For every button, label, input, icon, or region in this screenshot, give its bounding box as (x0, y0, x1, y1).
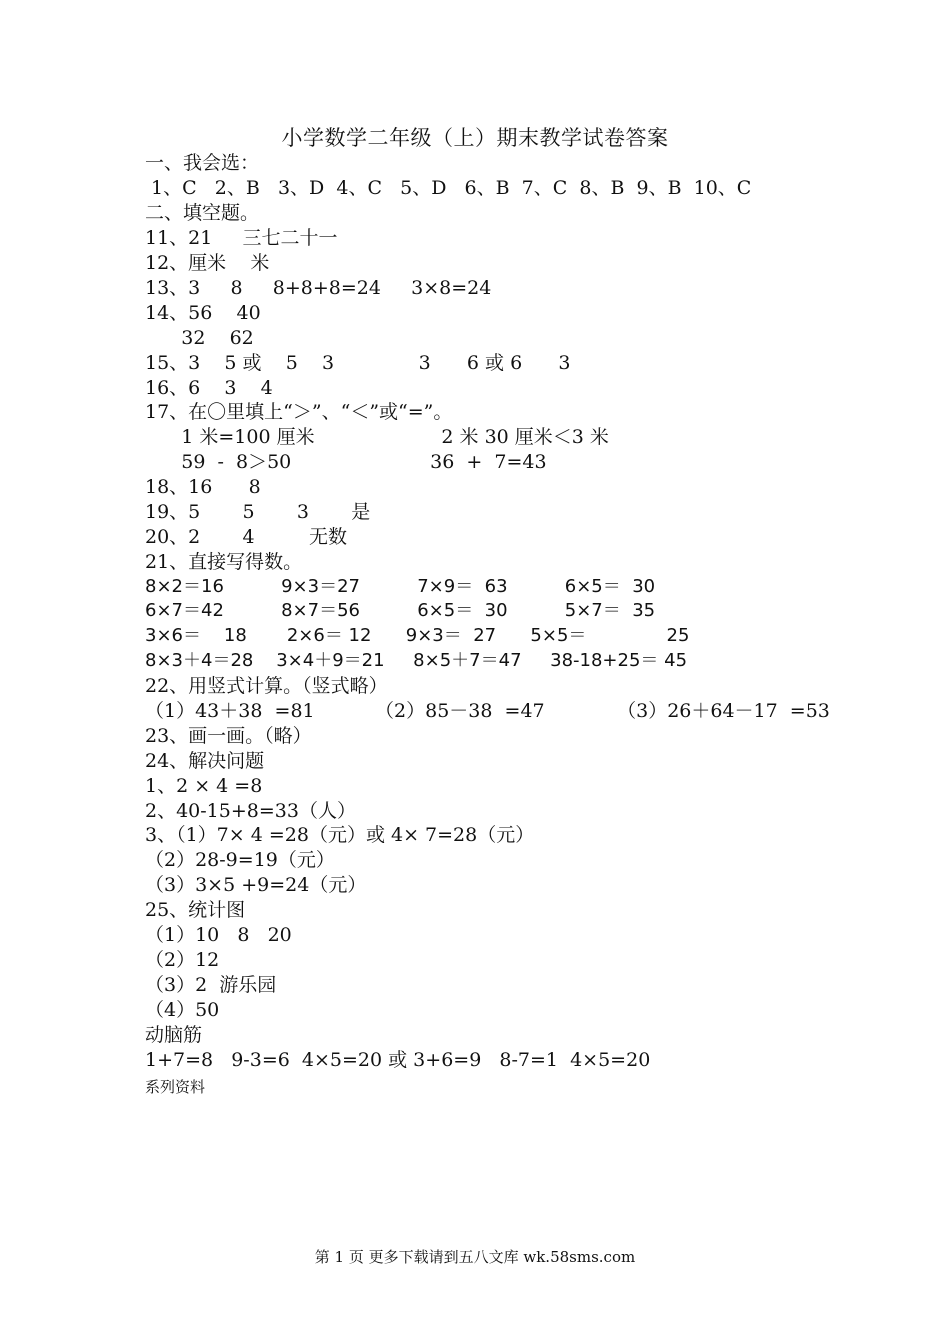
answer-line: 15、3 5 或 5 3 3 6 或 6 3 (145, 352, 571, 374)
calc-row: 8×2＝16 9×3＝27 7×9＝ 63 6×5＝ 30 (145, 576, 656, 597)
answer-line: 20、2 4 无数 (145, 526, 347, 548)
answer-line: 14、56 40 (145, 302, 261, 324)
answer-line: 17、在〇里填上“＞”、“＜”或“=”。 (145, 401, 453, 423)
section-heading-brain: 动脑筋 (145, 1024, 203, 1046)
series-note: 系列资料 (145, 1078, 206, 1096)
section-heading-21: 21、直接写得数。 (145, 551, 303, 573)
answer-line: 59 - 8＞50 36 + 7=43 (145, 451, 547, 473)
answer-line: 1、C 2、B 3、D 4、C 5、D 6、B 7、C 8、B 9、B 10、C (145, 177, 752, 199)
answer-line: 18、16 8 (145, 476, 261, 498)
calc-row: 3×6＝ 18 2×6＝ 12 9×3＝ 27 5×5＝ 25 (145, 625, 690, 646)
answer-line: 3、（1）7× 4 =28（元）或 4× 7=28（元） (145, 824, 535, 846)
answer-line: （3）2 游乐园 (145, 974, 277, 996)
answer-line: （1）43＋38 =81 （2）85－38 =47 （3）26＋64－17 =53 (145, 700, 830, 722)
answer-line: 19、5 5 3 是 (145, 501, 371, 523)
section-heading-1: 一、我会选： (145, 152, 260, 174)
answer-line: 12、厘米 米 (145, 252, 270, 274)
calc-row: 6×7＝42 8×7＝56 6×5＝ 30 5×7＝ 35 (145, 600, 656, 621)
answer-line: 1、2 × 4 =8 (145, 775, 263, 797)
answer-line: （3）3×5 +9=24（元） (145, 874, 367, 896)
answer-line: 11、21 三七二十一 (145, 227, 338, 249)
answer-line: （2）12 (145, 949, 220, 971)
section-heading-23: 23、画一画。（略） (145, 725, 312, 747)
answer-line: （4）50 (145, 999, 220, 1021)
section-heading-25: 25、统计图 (145, 899, 246, 921)
answer-line: 32 62 (145, 327, 254, 349)
answer-line: （1）10 8 20 (145, 924, 292, 946)
section-heading-22: 22、用竖式计算。（竖式略） (145, 675, 388, 697)
answer-line: 13、3 8 8+8+8=24 3×8=24 (145, 277, 492, 299)
answer-line: 16、6 3 4 (145, 377, 273, 399)
page-footer: 第 1 页 更多下载请到五八文库 wk.58sms.com (314, 1248, 636, 1266)
answer-line: 1+7=8 9-3=6 4×5=20 或 3+6=9 8-7=1 4×5=20 (145, 1049, 651, 1071)
answer-line: 1 米=100 厘米 2 米 30 厘米＜3 米 (145, 426, 609, 448)
answer-line: 2、40-15+8=33（人） (145, 800, 356, 822)
calc-row: 8×3＋4＝28 3×4＋9＝21 8×5＋7＝47 38-18+25＝ 45 (145, 650, 688, 671)
section-heading-2: 二、填空题。 (145, 202, 260, 224)
document-title: 小学数学二年级（上）期末教学试卷答案 (281, 126, 669, 150)
section-heading-24: 24、解决问题 (145, 750, 265, 772)
answer-line: （2）28-9=19（元） (145, 849, 335, 871)
